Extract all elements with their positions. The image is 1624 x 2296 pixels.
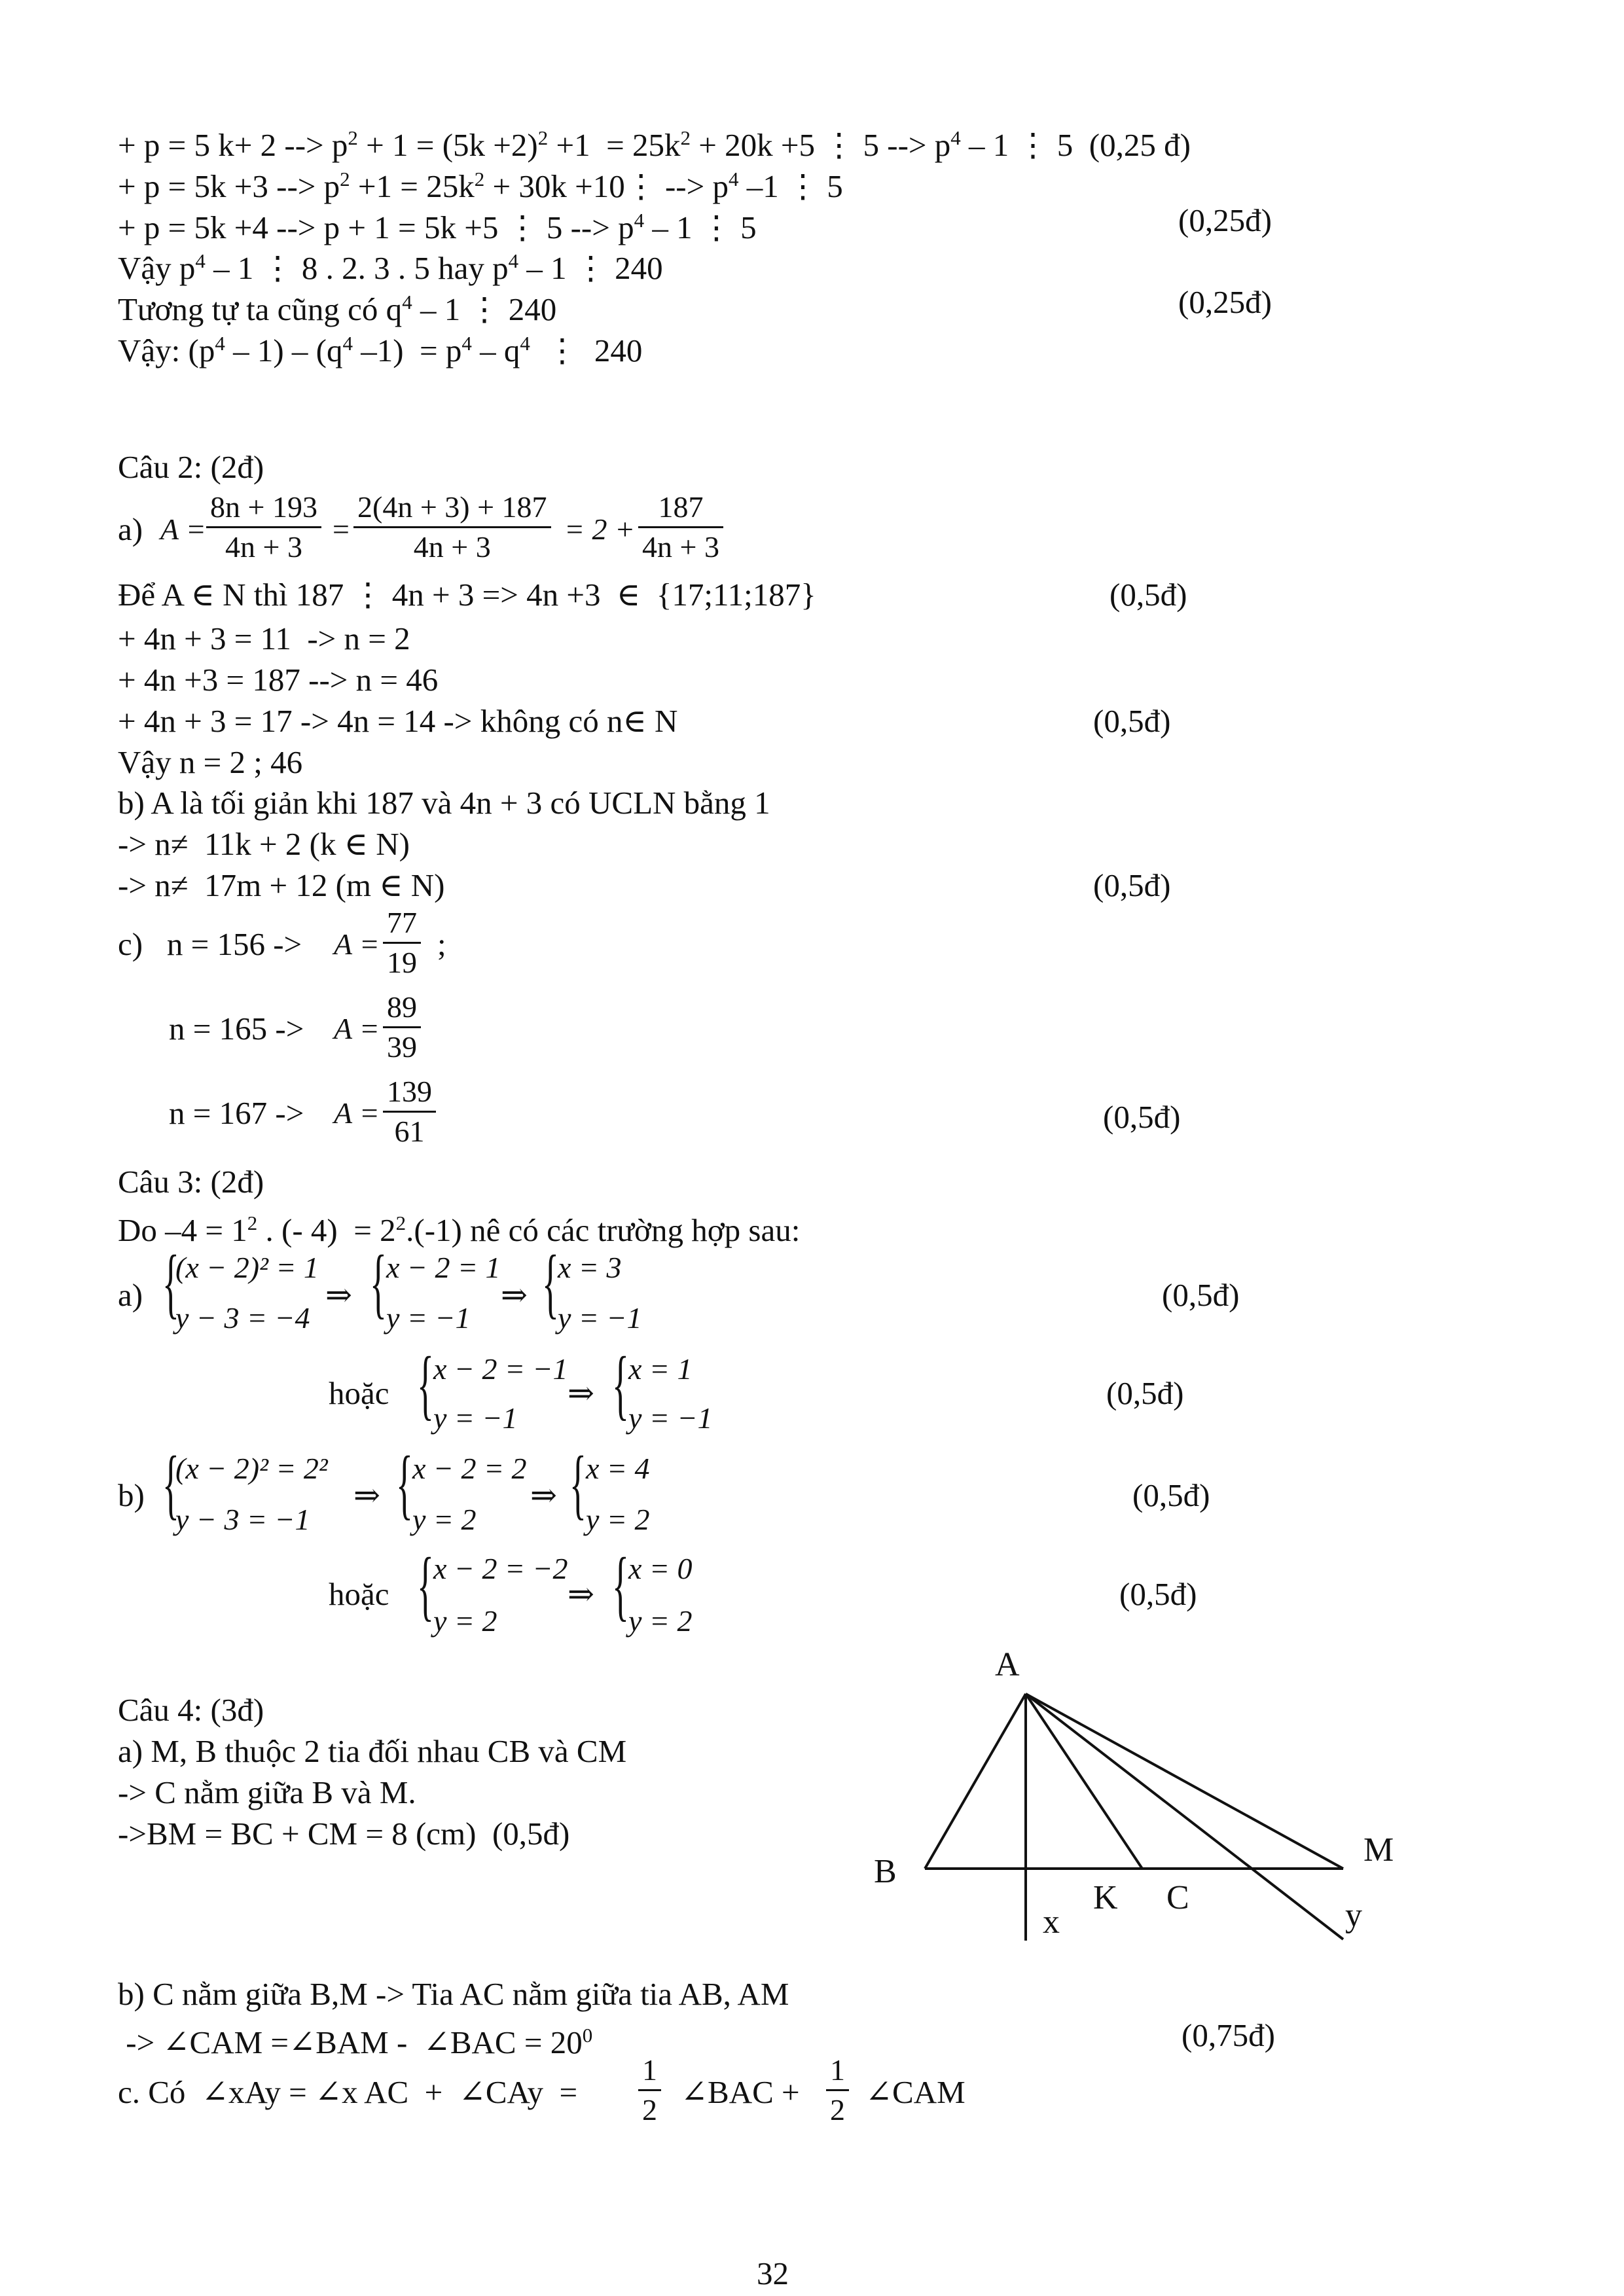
frac-2-4n3-187: $\frac{2(4n + 3) + 187}{4n + 3}$ <box>353 490 551 565</box>
c1-semi: ; <box>437 926 446 962</box>
cau4-b2: -> ∠CAM =∠BAM - ∠BAC = $20^0$ <box>118 2024 593 2060</box>
page-number: 32 <box>757 2255 789 2291</box>
line-vay-final: Vậy: $(p^4 - 1) - (q^4$ $-1) = p^4 - q^4$ ⋮ 240 <box>118 332 643 368</box>
label-M: M <box>1363 1831 1394 1869</box>
sb5: x = 4 <box>586 1452 650 1485</box>
arrow: ⇒ <box>530 1477 558 1513</box>
sb4: y = 2 <box>412 1503 477 1536</box>
brace: { <box>542 1239 559 1326</box>
cau2-score3: (0,5đ) <box>1093 867 1171 903</box>
brace: { <box>162 1440 179 1527</box>
frac-half-1: $\frac{1}{2}$ <box>638 2053 661 2128</box>
sk1: x − 2 = −2 <box>433 1552 568 1585</box>
sa5: x = 3 <box>558 1251 622 1284</box>
segment-AM <box>1026 1694 1343 1869</box>
label-x: x <box>1043 1903 1060 1941</box>
brace: { <box>612 1541 629 1628</box>
cau2-l1: + 4n + 3 = 11 -> n = 2 <box>118 620 410 656</box>
arrow: ⇒ <box>353 1477 381 1513</box>
arrow: ⇒ <box>325 1277 353 1313</box>
label-B: B <box>874 1853 897 1890</box>
frac-77-19: $\frac{77}{19}$ <box>383 905 421 980</box>
cau2-score2: (0,5đ) <box>1093 703 1171 739</box>
eq2: = 2 + <box>564 512 636 546</box>
brace: { <box>417 1340 434 1427</box>
cau3-title: Câu 3: (2đ) <box>118 1164 264 1200</box>
sh2: y = −1 <box>433 1401 518 1435</box>
line-p-5k3: + p = 5k +3 --> $p^2 +1 = 25k^2 + 30k$ +10⋮ --> $p^4$ –1 ⋮ 5 <box>118 168 843 204</box>
cau2-b3: -> n≠ 17m + 12 (m ∈ N) <box>118 867 445 903</box>
brace: { <box>569 1440 586 1527</box>
sb2: y − 3 = −1 <box>175 1503 310 1536</box>
frac-187: $\frac{187}{4n + 3}$ <box>638 490 723 565</box>
cau4-a1: a) M, B thuộc 2 tia đối nhau CB và CM <box>118 1733 627 1769</box>
label-C: C <box>1166 1879 1189 1916</box>
cau2-l2: + 4n +3 = 187 --> n = 46 <box>118 662 439 698</box>
cau3-score4: (0,5đ) <box>1119 1576 1197 1612</box>
frac-139-61: $\frac{139}{61}$ <box>383 1074 436 1149</box>
cau4-title: Câu 4: (3đ) <box>118 1692 264 1728</box>
brace: { <box>162 1239 179 1326</box>
hoac2: hoặc <box>329 1576 389 1612</box>
label-K: K <box>1093 1879 1118 1916</box>
sa6: y = −1 <box>558 1301 642 1335</box>
frac-8n193: $\frac{8n + 193}{4n + 3}$ <box>206 490 321 565</box>
label-y: y <box>1345 1897 1362 1934</box>
label-A: A <box>995 1646 1020 1683</box>
score-line3: (0,25đ) <box>1178 202 1272 238</box>
sb6: y = 2 <box>586 1503 650 1536</box>
arrow: ⇒ <box>568 1375 595 1411</box>
cau2-score4: (0,5đ) <box>1103 1099 1181 1135</box>
brace: { <box>612 1340 629 1427</box>
cau3-score1: (0,5đ) <box>1162 1277 1240 1313</box>
sys-a-label: a) <box>118 1277 143 1313</box>
cau4-c3: ∠CAM <box>865 2074 965 2110</box>
cau2-vay: Vậy n = 2 ; 46 <box>118 744 303 780</box>
frac-89-39: $\frac{89}{39}$ <box>383 990 421 1065</box>
sa1: (x − 2)² = 1 <box>175 1251 319 1284</box>
sa4: y = −1 <box>386 1301 471 1335</box>
t: + p = 5 k+ 2 --> p <box>118 127 348 163</box>
segment-AB <box>925 1694 1026 1869</box>
cau4-b1: b) C nằm giữa B,M -> Tia AC nằm giữa tia AB, AM <box>118 1976 789 2012</box>
cau2-A-eq: A = <box>160 512 206 546</box>
hoac1: hoặc <box>329 1375 389 1411</box>
brace: { <box>396 1440 413 1527</box>
cau4-c2: ∠BAC + <box>681 2074 800 2110</box>
cau2-l3: + 4n + 3 = 17 -> 4n = 14 -> không có n∈ N <box>118 703 678 739</box>
c3-A: A = <box>334 1096 380 1130</box>
cau4-b-score: (0,75đ) <box>1182 2017 1275 2053</box>
cau2-n165: n = 165 -> <box>169 1011 304 1047</box>
cau2-title: Câu 2: (2đ) <box>118 449 264 485</box>
frac-half-2: $\frac{1}{2}$ <box>826 2053 849 2128</box>
line-p-5k4: + p = 5k +4 --> p + 1 = 5k +5 ⋮ 5 --> $p^4 - 1$ ⋮ 5 <box>118 209 757 245</box>
cau2-a-label: a) <box>118 511 143 547</box>
sa3: x − 2 = 1 <box>386 1251 501 1284</box>
cau3-intro: Do $-4 = 1^2$ . (- $4) = 2^2.(-1)$ nê có các trường hợp sau: <box>118 1211 801 1248</box>
cau2-de: Để A ∈ N thì 187 ⋮ 4n + 3 => 4n +3 ∈ {17;11;187} <box>118 577 816 613</box>
sa2: y − 3 = −4 <box>175 1301 310 1335</box>
c2-A: A = <box>334 1012 380 1045</box>
brace: { <box>417 1541 434 1628</box>
sys-b-label: b) <box>118 1477 145 1513</box>
cau3-score3: (0,5đ) <box>1132 1477 1210 1513</box>
eq1: = <box>331 512 352 546</box>
sh1: x − 2 = −1 <box>433 1352 568 1386</box>
cau4-a2: -> C nằm giữa B và M. <box>118 1774 416 1810</box>
c1-A: A = <box>334 927 380 961</box>
arrow: ⇒ <box>568 1576 595 1612</box>
cau2-c-label: c) n = 156 -> <box>118 926 302 962</box>
sh4: y = −1 <box>628 1401 713 1435</box>
sh3: x = 1 <box>628 1352 693 1386</box>
line-p-5k2: + p = 5 k+ 2 --> $p^2 + 1 = (5k +2)^2 +1 = 25k^2 + 20k +5$ ⋮ 5 --> $p^4 - 1$ ⋮ 5 (0,25 đ) <box>118 126 1191 163</box>
sb1: (x − 2)² = 2² <box>175 1452 328 1485</box>
cau2-b1: b) A là tối giản khi 187 và 4n + 3 có UCLN bằng 1 <box>118 785 770 821</box>
sb3: x − 2 = 2 <box>412 1452 527 1485</box>
cau4-c1: c. Có ∠xAy = ∠x AC + ∠CAy = <box>118 2074 578 2110</box>
cau2-n167: n = 167 -> <box>169 1095 304 1131</box>
cau2-score1: (0,5đ) <box>1110 577 1187 613</box>
line-tuong-tu: Tương tự ta cũng có $q^4 - 1$ ⋮ 240 <box>118 291 557 327</box>
cau2-b2: -> n≠ 11k + 2 (k ∈ N) <box>118 826 410 862</box>
cau3-score2: (0,5đ) <box>1106 1375 1184 1411</box>
score-line5: (0,25đ) <box>1178 284 1272 320</box>
sk2: y = 2 <box>433 1604 497 1638</box>
brace: { <box>370 1239 387 1326</box>
cau4-a3: ->BM = BC + CM = 8 (cm) (0,5đ) <box>118 1816 570 1852</box>
line-vay-p4: Vậy $p^4 - 1$ ⋮ 8 . 2. 3 . 5 hay $p^4 - 1$ ⋮ 240 <box>118 249 663 286</box>
sk4: y = 2 <box>628 1604 693 1638</box>
segment-AK <box>1026 1694 1142 1869</box>
arrow: ⇒ <box>501 1277 528 1313</box>
sk3: x = 0 <box>628 1552 693 1585</box>
